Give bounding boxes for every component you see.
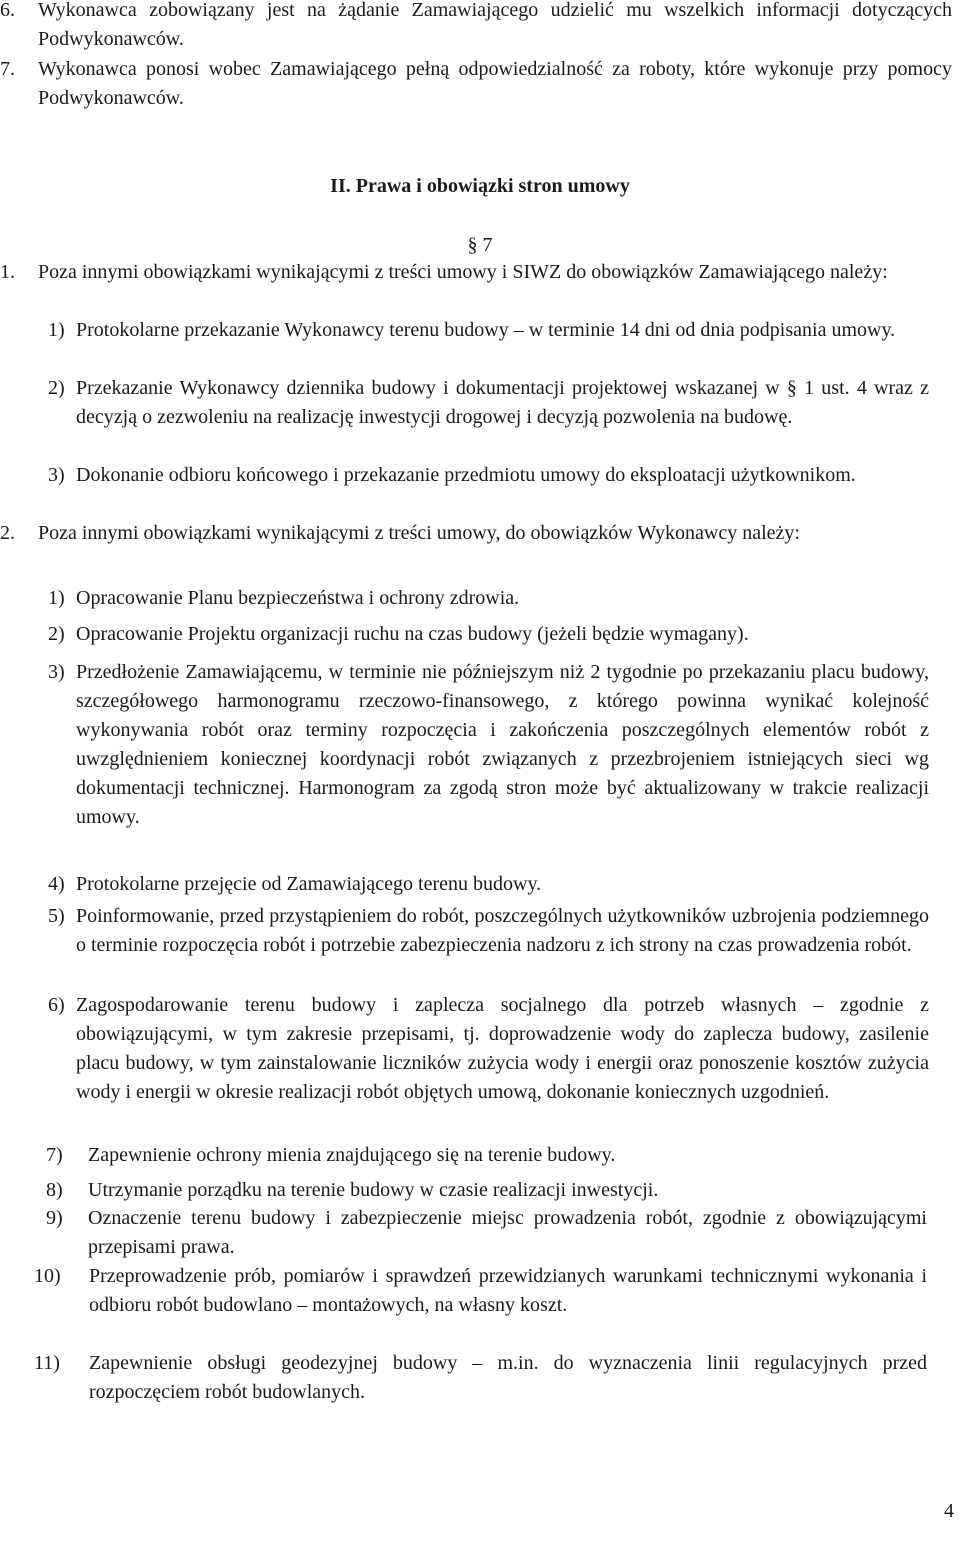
sub-item-text: Przeprowadzenie prób, pomiarów i sprawdzeń przewidzianych warunkami technicznymi wykonania i odbioru robót budowlano – montażowych, na własny koszt. [89,1265,927,1316]
list-item [0,55,952,113]
sub-item-number: 1) [48,319,65,341]
sub-item [48,658,929,832]
sub-item-text: Zapewnienie obsługi geodezyjnej budowy – m.in. do wyznaczenia linii regulacyjnych przed rozpoczęciem robót budowlanych. [89,1352,927,1403]
sub-item [48,584,929,613]
sub-item-text: Przekazanie Wykonawcy dziennika budowy i dokumentacji projektowej wskazanej w § 1 ust. 4 wraz z decyzją o zezwoleniu na realizację inwestycji drogowej i decyzją pozwolenia na budowę. [76,377,929,428]
sub-item [46,1141,927,1170]
sub-item-text: Przedłożenie Zamawiającemu, w terminie nie późniejszym niż 2 tygodnie po przekazaniu placu budowy, szczegółowego harmonogramu rzeczowo-finansowego, z którego powinna wynikać kolejność wykonywania robót oraz terminy rozpoczęcia i zakończenia poszczególnych elementów robót z uwzględnieniem koniecznej koordynacji robót związanych z przezbrojeniem istniejących sieci wg dokumentacji technicznej. Harmonogram za zgodą stron może być aktualizowany w trakcie realizacji umowy. [76,661,929,828]
section-title: II. Prawa i obowiązki stron umowy [330,175,630,197]
sub-item-number: 4) [48,873,65,895]
paragraph-mark: § 7 [467,234,493,256]
sub-item-text: Poinformowanie, przed przystąpieniem do robót, poszczególnych użytkowników uzbrojenia podziemnego o terminie rozpoczęcia robót i potrzebie zabezpieczenia nadzoru z ich strony na czas prowadzenia robót. [76,905,929,956]
sub-item [48,620,929,649]
sub-item-number: 6) [48,994,65,1016]
sub-item-number: 5) [48,905,65,927]
item-text: Wykonawca zobowiązany jest na żądanie Zamawiającego udzielić mu wszelkich informacji dotyczących Podwykonawców. [38,0,952,50]
item-text: Poza innymi obowiązkami wynikającymi z treści umowy, do obowiązków Wykonawcy należy: [38,522,800,544]
sub-item [48,374,929,432]
sub-item-number: 3) [48,464,65,486]
sub-item-number: 7) [46,1144,63,1166]
item-number: 2. [0,522,15,544]
sub-item-number: 10) [34,1265,61,1287]
list-item [0,0,952,54]
sub-item-number: 8) [46,1179,63,1201]
sub-item-number: 1) [48,587,65,609]
sub-item [34,1262,927,1320]
sub-item-text: Protokolarne przejęcie od Zamawiającego terenu budowy. [76,873,542,895]
sub-item [46,1204,927,1262]
sub-item-text: Zapewnienie ochrony mienia znajdującego się na terenie budowy. [88,1144,616,1166]
sub-item-text: Oznaczenie terenu budowy i zabezpieczenie miejsc prowadzenia robót, zgodnie z obowiązującymi przepisami prawa. [88,1207,927,1258]
item-text: Wykonawca ponosi wobec Zamawiającego pełną odpowiedzialność za roboty, które wykonuje przy pomocy Podwykonawców. [38,58,952,109]
item-number: 6. [0,0,15,21]
list-item [0,519,952,548]
sub-item [48,991,929,1107]
page-number: 4 [944,1500,954,1522]
sub-item-number: 2) [48,623,65,645]
sub-item-text: Zagospodarowanie terenu budowy i zaplecza socjalnego dla potrzeb własnych – zgodnie z obowiązującymi, w tym zakresie przepisami, tj. doprowadzenie wody do zaplecza budowy, zasilenie placu budowy, w tym zainstalowanie liczników zużycia wody i energii oraz ponoszenie kosztów zużycia wody i energii w okresie realizacji robót objętych umową, dokonanie koniecznych uzgodnień. [76,994,929,1103]
sub-item [46,1176,927,1205]
sub-item [34,1349,927,1407]
item-text: Poza innymi obowiązkami wynikającymi z treści umowy i SIWZ do obowiązków Zamawiającego należy: [38,261,888,283]
sub-item-text: Opracowanie Planu bezpieczeństwa i ochrony zdrowia. [76,587,520,609]
sub-item-number: 11) [34,1352,60,1374]
sub-item [48,461,929,490]
sub-item [48,316,929,345]
sub-item [48,870,929,899]
sub-item-text: Utrzymanie porządku na terenie budowy w czasie realizacji inwestycji. [88,1179,659,1201]
item-number: 7. [0,58,15,80]
sub-item-text: Protokolarne przekazanie Wykonawcy terenu budowy – w terminie 14 dni od dnia podpisania umowy. [76,319,896,341]
item-number: 1. [0,261,15,283]
sub-item-number: 2) [48,377,65,399]
sub-item-number: 9) [46,1207,63,1229]
sub-item [48,902,929,960]
sub-item-text: Dokonanie odbioru końcowego i przekazanie przedmiotu umowy do eksploatacji użytkownikom. [76,464,856,486]
sub-item-number: 3) [48,661,65,683]
list-item [0,258,952,287]
sub-item-text: Opracowanie Projektu organizacji ruchu na czas budowy (jeżeli będzie wymagany). [76,623,749,645]
